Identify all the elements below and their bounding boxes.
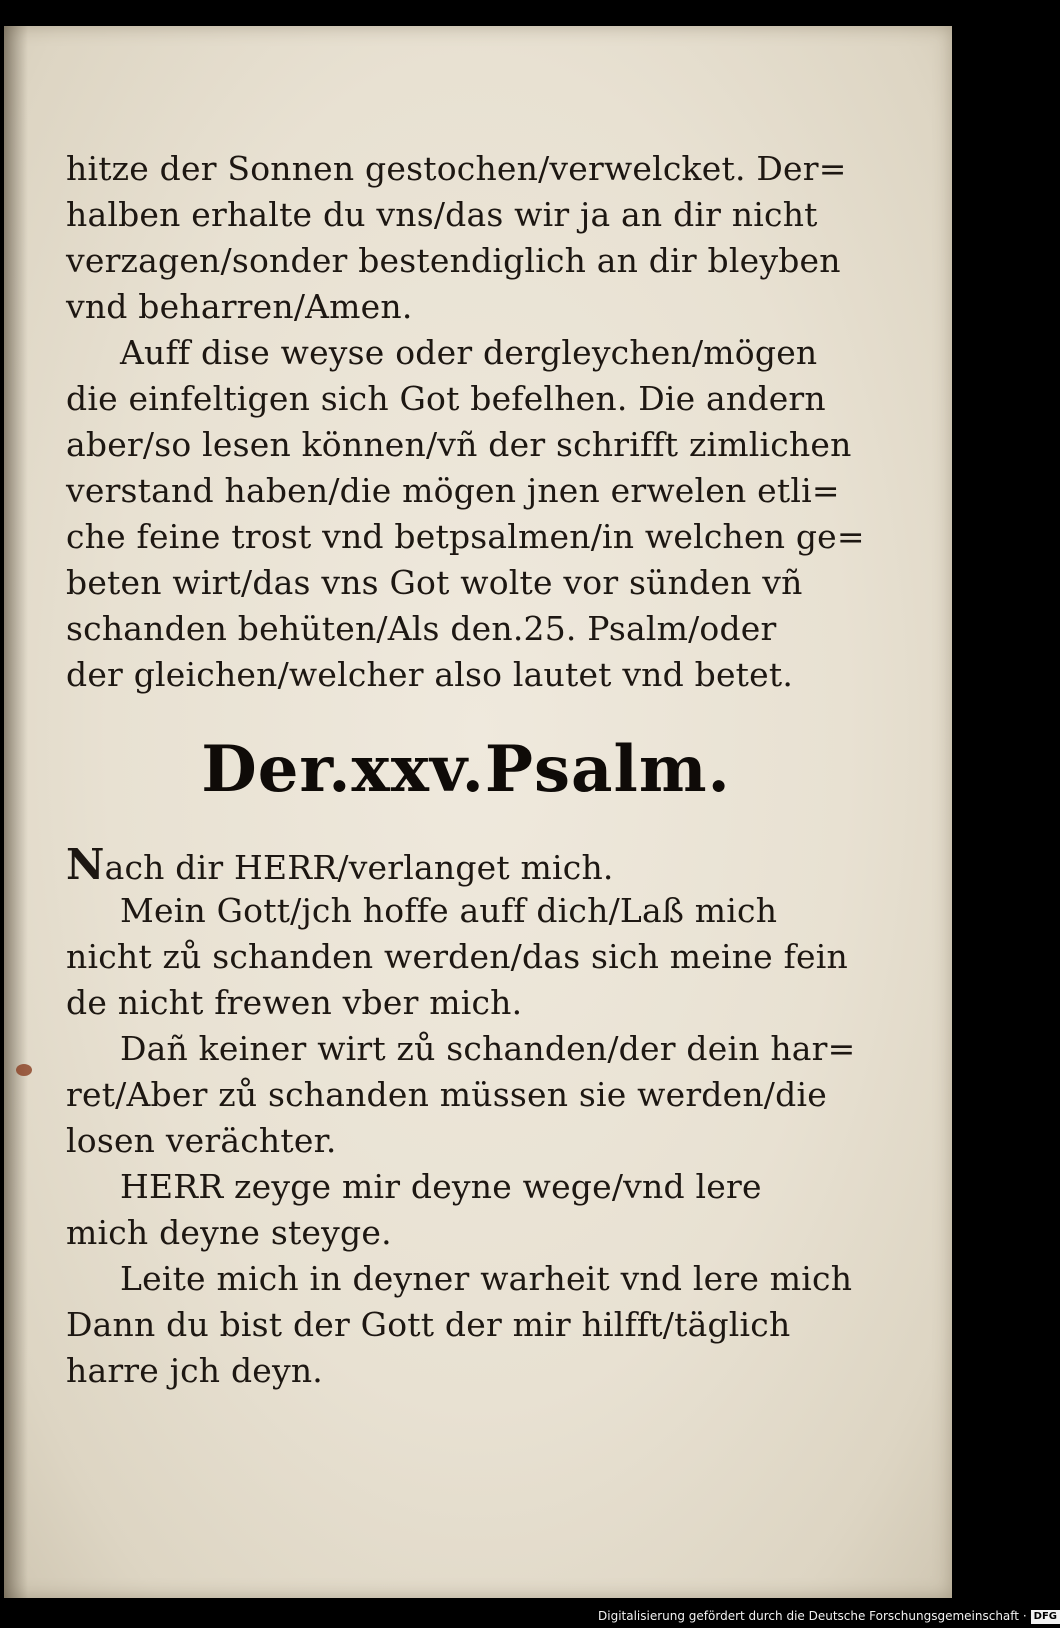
digitization-credit xyxy=(598,1606,1060,1626)
psalm-first-line-text: ach dir HERR/verlanget mich. xyxy=(104,848,614,887)
psalm-first-line xyxy=(66,842,866,888)
dfg-logo: DFG xyxy=(1031,1610,1060,1624)
page-gutter-shadow xyxy=(4,26,28,1598)
psalm-line: Leite mich in deyner warheit vnd lere mich xyxy=(120,1259,853,1298)
psalm-line: nicht zů schanden werden/das sich meine fein xyxy=(66,937,848,976)
text-line: aber/so lesen können/vñ der schrifft zimlichen xyxy=(66,425,852,464)
credit-text: Digitalisierung gefördert durch die Deutsche Forschungsgemeinschaft · xyxy=(598,1609,1027,1623)
psalm-line: losen verächter. xyxy=(66,1121,337,1160)
psalm-line: harre jch deyn. xyxy=(66,1351,323,1390)
text-line: die einfeltigen sich Got befelhen. Die andern xyxy=(66,379,826,418)
text-line: beten wirt/das vns Got wolte vor sünden vñ xyxy=(66,563,803,602)
text-line: halben erhalte du vns/das wir ja an dir nicht xyxy=(66,195,818,234)
text-line: verstand haben/die mögen jnen erwelen etli= xyxy=(66,471,840,510)
psalm-line: ret/Aber zů schanden müssen sie werden/die xyxy=(66,1075,827,1114)
text-line: der gleichen/welcher also lautet vnd betet. xyxy=(66,655,794,694)
psalm-initial: N xyxy=(66,840,105,889)
psalm-line: Dann du bist der Gott der mir hilfft/täglich xyxy=(66,1305,791,1344)
text-line: schanden behüten/Als den.25. Psalm/oder xyxy=(66,609,777,648)
psalm-line: mich deyne steyge. xyxy=(66,1213,392,1252)
paper-stain xyxy=(16,1064,32,1076)
book-page xyxy=(4,26,952,1598)
page-text xyxy=(66,146,866,1394)
psalm-line: Mein Gott/jch hoffe auff dich/Laß mich xyxy=(120,891,778,930)
psalm-heading: Der.xxv.Psalm. xyxy=(201,732,731,807)
text-line: vnd beharren/Amen. xyxy=(66,287,413,326)
psalm-line: Dañ keiner wirt zů schanden/der dein har= xyxy=(120,1029,856,1068)
text-line: Auff dise weyse oder dergleychen/mögen xyxy=(120,333,818,372)
psalm-line: HERR zeyge mir deyne wege/vnd lere xyxy=(120,1167,762,1206)
text-line: verzagen/sonder bestendiglich an dir bleyben xyxy=(66,241,841,280)
psalm-line: de nicht frewen vber mich. xyxy=(66,983,523,1022)
text-line: che feine trost vnd betpsalmen/in welchen ge= xyxy=(66,517,865,556)
text-line: hitze der Sonnen gestochen/verwelcket. Der= xyxy=(66,149,847,188)
